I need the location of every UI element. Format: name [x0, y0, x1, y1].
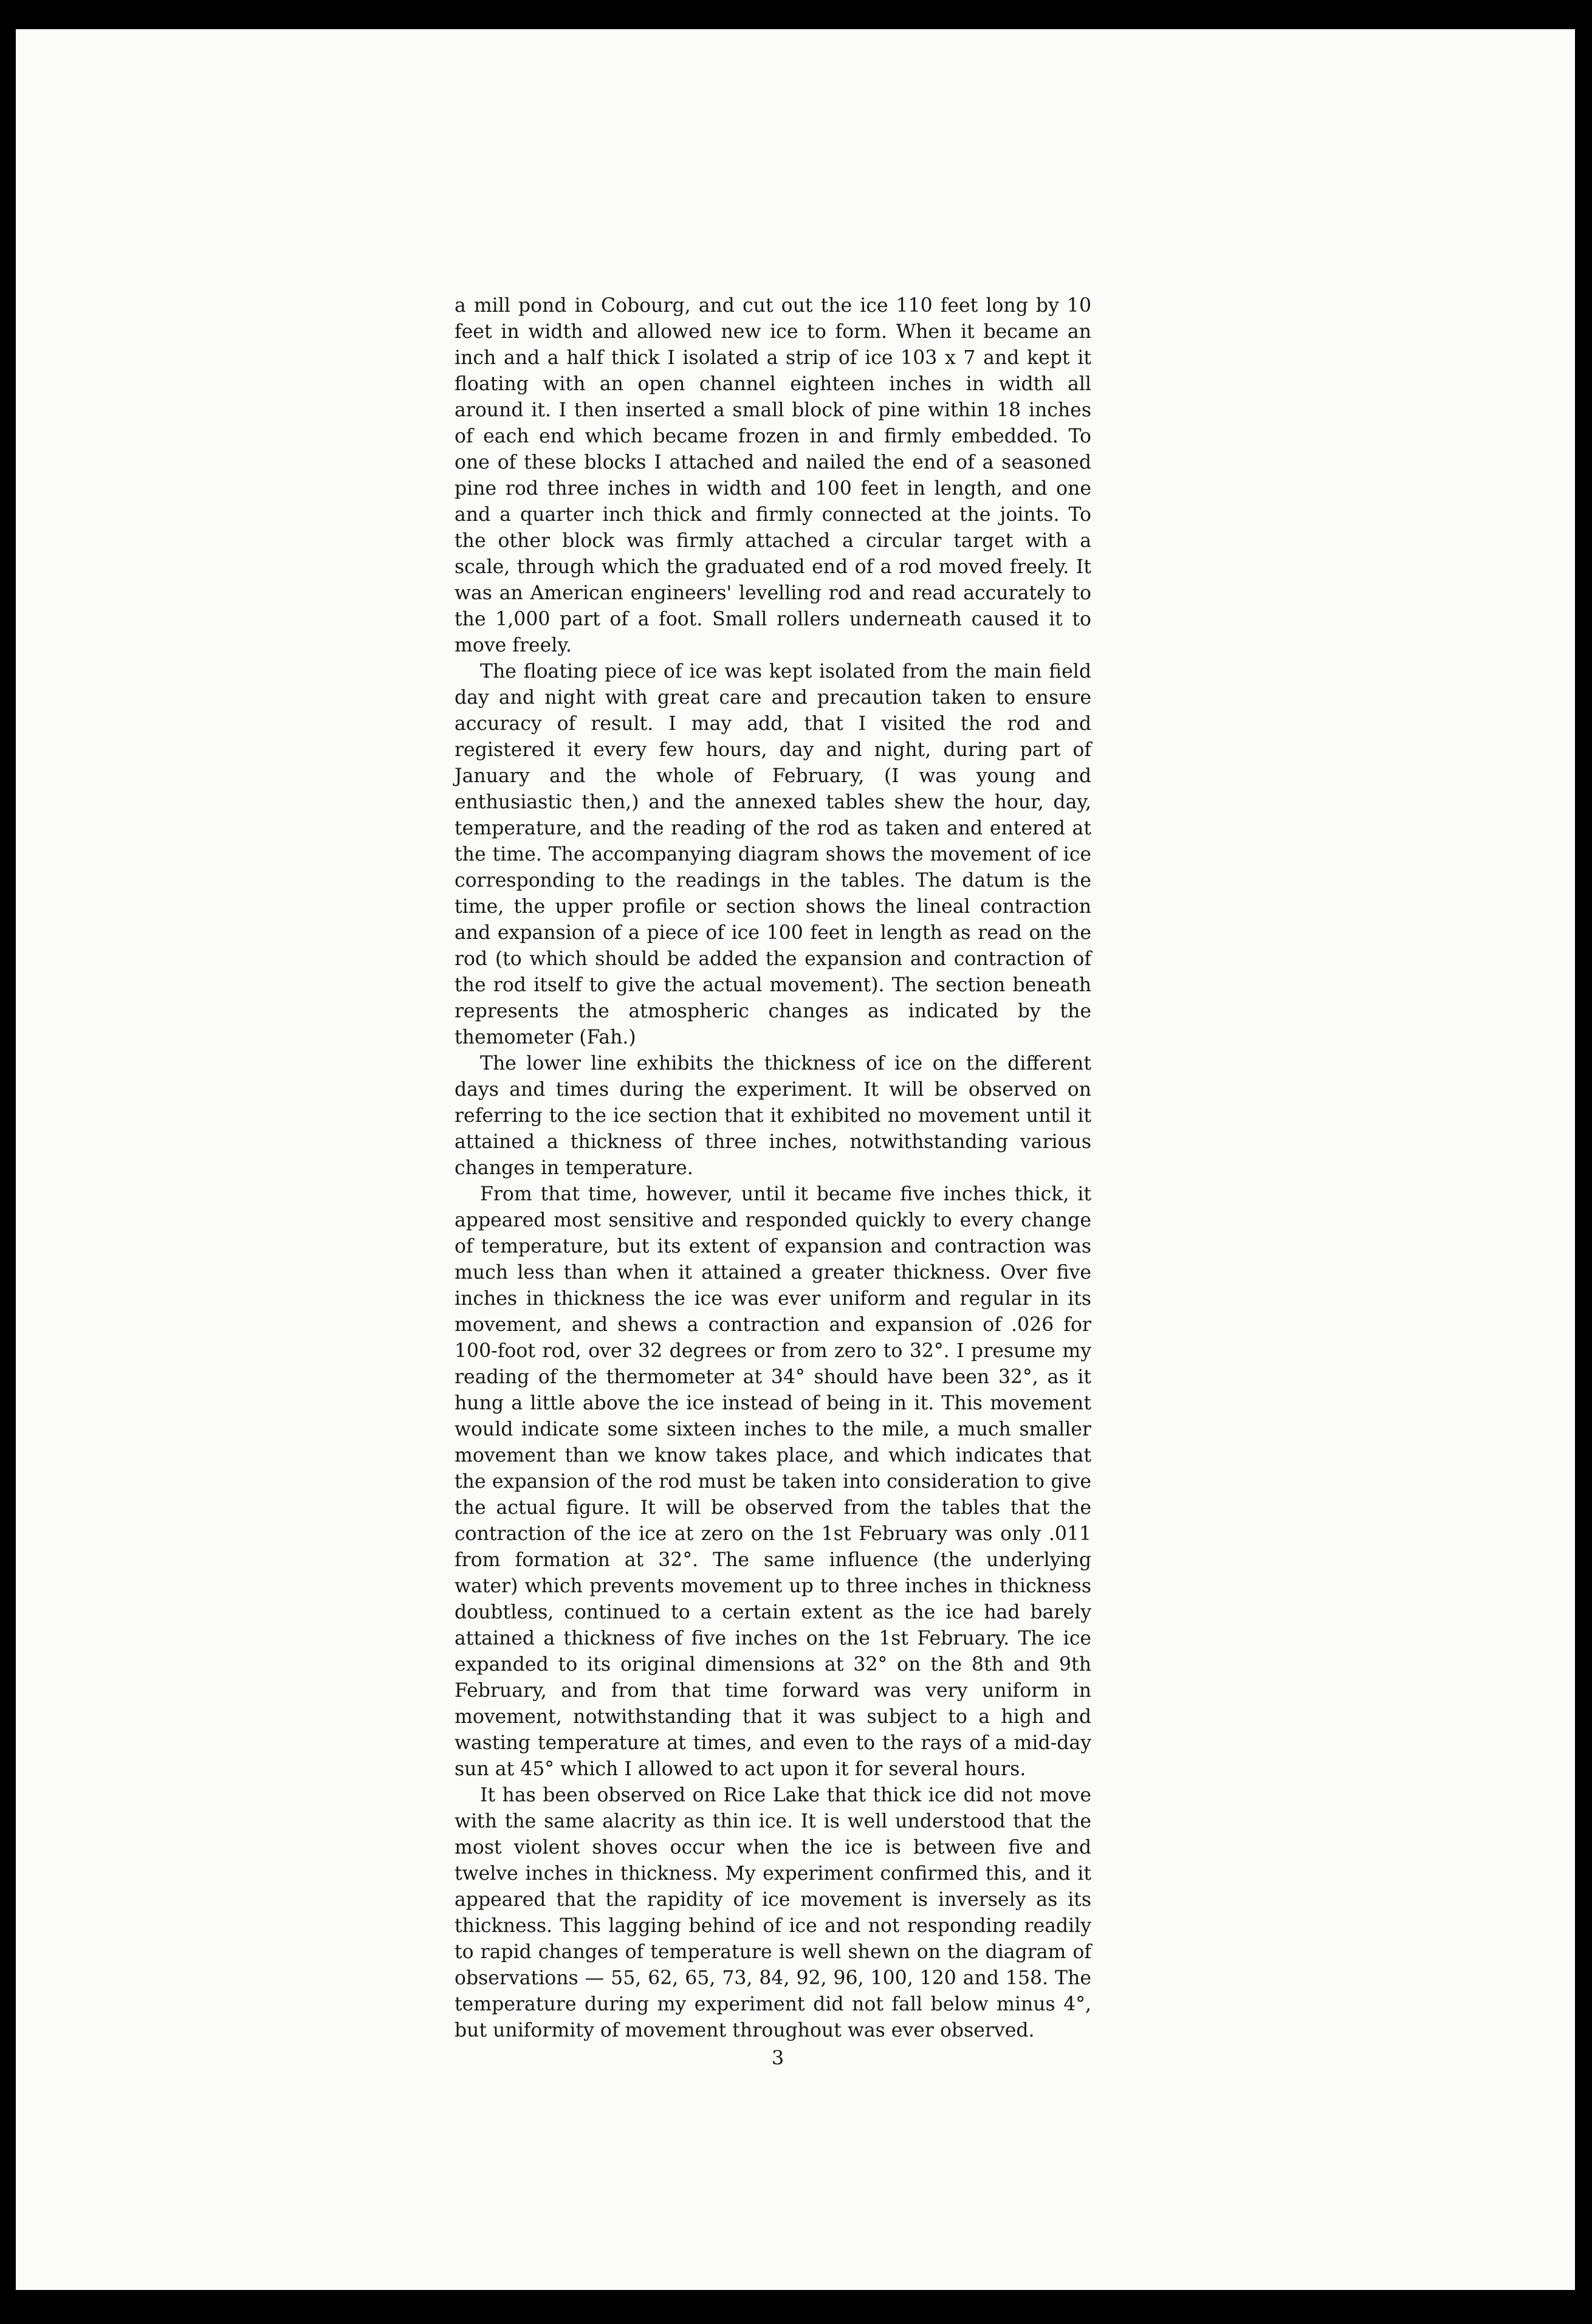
paragraph-1: a mill pond in Cobourg, and cut out the ice 110 feet long by 10 feet in width and allowed new ice to form. When it became an inch and a half thick I isolated a strip of ice 103 x 7 and kept it floating with an open channel eighteen inches in width all around it. I then inserted a small block of pine within 18 inches of each end which became frozen in and firmly embedded. To one of these blocks I attached and nailed the end of a seasoned pine rod three inches in width and 100 feet in length, and one and a quarter inch thick and firmly connected at the joints. To the other block was firmly attached a circular target with a scale, through which the graduated end of a rod moved freely. It was an American engineers' levelling rod and read accurately to the 1,000 part of a foot. Small rollers underneath caused it to move freely. [455, 295, 1091, 656]
paragraph-2: The floating piece of ice was kept isolated from the main field day and night with great care and precaution taken to ensure accuracy of result. I may add, that I visited the rod and registered it every few hours, day and night, during part of January and the whole of February, (I was young and enthusiastic then,) and the annexed tables shew the hour, day, temperature, and the reading of the rod as taken and entered at the time. The accompanying diagram shows the movement of ice corresponding to the readings in the tables. The datum is the time, the upper profile or section shows the lineal contraction and expansion of a piece of ice 100 feet in length as read on the rod (to which should be added the expansion and contraction of the rod itself to give the actual movement). The section beneath represents the atmospheric changes as indicated by the themometer (Fah.) [455, 661, 1091, 1048]
paragraph-3: The lower line exhibits the thickness of ice on the different days and times during the experiment. It will be observed on referring to the ice section that it exhibited no movement until it attained a thickness of three inches, notwithstanding various changes in temperature. [455, 1053, 1091, 1179]
page-number: 3 [771, 2046, 784, 2069]
paragraph-5: It has been observed on Rice Lake that thick ice did not move with the same alacrity as thin ice. It is well understood that the most violent shoves occur when the ice is between five and twelve inches in thickness. My experiment confirmed this, and it appeared that the rapidity of ice movement is inversely as its thickness. This lagging behind of ice and not responding readily to rapid changes of temperature is well shewn on the diagram of observations — 55, 62, 65, 73, 84, 92, 96, 100, 120 and 158. The temperature during my experiment did not fall below minus 4°, but uniformity of movement throughout was ever observed. [455, 1784, 1091, 2041]
paragraph-4: From that time, however, until it became five inches thick, it appeared most sensitive and responded quickly to every change of temperature, but its extent of expansion and contraction was much less than when it attained a greater thickness. Over five inches in thickness the ice was ever uniform and regular in its movement, and shews a contraction and expansion of .026 for 100-foot rod, over 32 degrees or from zero to 32°. I presume my reading of the thermometer at 34° should have been 32°, as it hung a little above the ice instead of being in it. This movement would indicate some sixteen inches to the mile, a much smaller movement than we know takes place, and which indicates that the expansion of the rod must be taken into consideration to give the actual figure. It will be observed from the tables that the contraction of the ice at zero on the 1st February was only .011 from formation at 32°. The same influence (the underlying water) which prevents movement up to three inches in thickness doubtless, continued to a certain extent as the ice had barely attained a thickness of five inches on the 1st February. The ice expanded to its original dimensions at 32° on the 8th and 9th February, and from that time forward was very uniform in movement, notwithstanding that it was subject to a high and wasting temperature at times, and even to the rays of a mid-day sun at 45° which I allowed to act upon it for several hours. [455, 1183, 1091, 1780]
body-text [455, 293, 1091, 2044]
